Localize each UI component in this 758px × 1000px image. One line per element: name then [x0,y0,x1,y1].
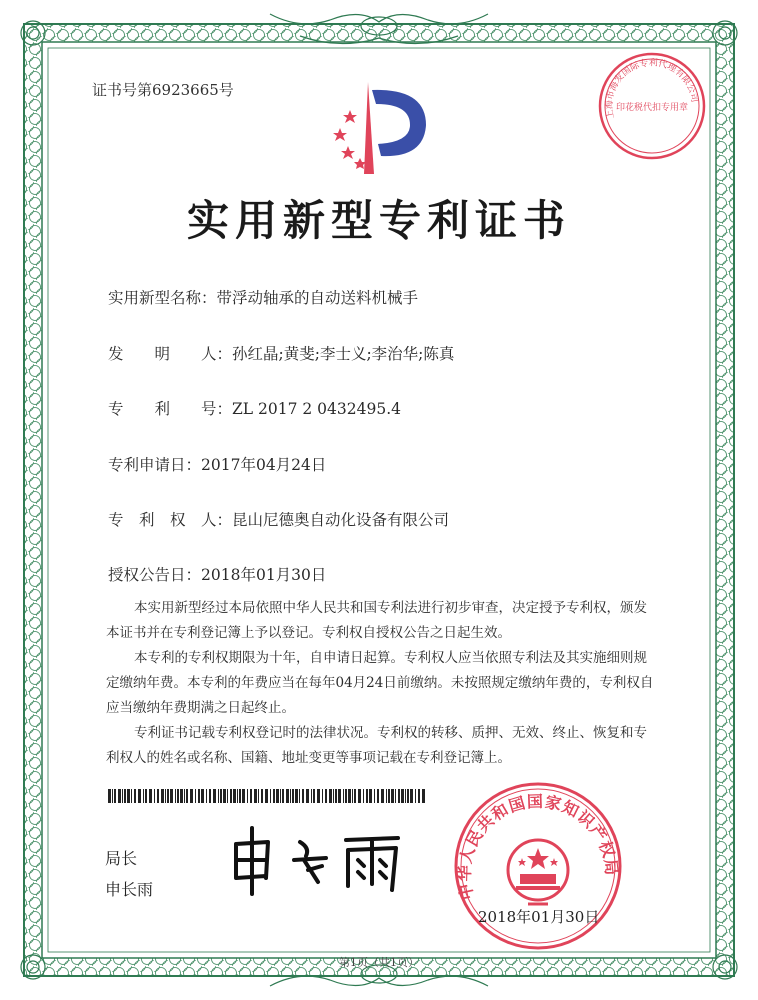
signature-name: 申长雨 [105,880,154,899]
barcode-bar [124,789,126,803]
field-value: 昆山尼德奥自动化设备有限公司 [232,511,450,529]
barcode-bar [322,789,323,803]
barcode-bar [273,789,275,803]
certificate-number: 证书号第6923665号 [92,81,234,99]
barcode-bar [184,789,185,803]
barcode-bar [165,789,166,803]
barcode-bar [329,789,332,803]
barcode-bar [358,789,361,803]
paragraph: 本实用新型经过本局依照中华人民共和国专利法进行初步审查，决定授予专利权，颁发本证书并在专利登记簿上予以登记。专利权自授权公告之日起生效。 [106,600,647,641]
agency-stamp-text: 上海市海发国际专利代理有限公司 [604,58,700,120]
agency-stamp [594,48,710,164]
barcode-bar [299,789,300,803]
barcode-bar [282,789,284,803]
barcode-bar [258,789,259,803]
barcode-bar [295,789,298,803]
barcode-bar [354,789,356,803]
barcode-bar [325,789,327,803]
handwritten-signature [222,820,422,900]
barcode-bar [154,789,155,803]
barcode-bar [317,789,320,803]
barcode-bar [167,789,169,803]
barcode-bar [335,789,337,803]
barcode-bar [338,789,341,803]
barcode-bar [177,789,179,803]
barcode-bar [374,789,375,803]
barcode-bar [127,789,130,803]
barcode-bar [418,789,420,803]
field-label: 发 明 人： [108,345,233,363]
barcode-bar [233,789,236,803]
barcode-bar [280,789,281,803]
barcode-bar [286,789,289,803]
barcode-bar [381,789,384,803]
seal-date: 2018年01月30日 [478,908,600,926]
barcode-bar [190,789,193,803]
field-utility-model-name [108,286,418,308]
field-grant-date [108,563,326,585]
barcode-bar [254,789,257,803]
barcode-bar [198,789,200,803]
barcode-bar [201,789,204,803]
barcode [108,789,428,803]
field-label: 专 利 权 人： [108,511,233,529]
barcode-bar [237,789,238,803]
barcode-bar [220,789,222,803]
field-patent-number [108,397,401,419]
signature-title: 局长 [105,849,138,868]
barcode-bar [270,789,271,803]
barcode-bar [398,789,400,803]
barcode-bar [242,789,245,803]
barcode-bar [369,789,372,803]
barcode-bar [343,789,344,803]
field-label: 实用新型名称： [108,289,217,307]
barcode-bar [157,789,159,803]
field-label: 专利申请日： [108,456,202,474]
barcode-bar [388,789,390,803]
barcode-bar [175,789,176,803]
barcode-bar [223,789,226,803]
patent-office-logo [326,70,446,180]
barcode-bar [206,789,207,803]
barcode-bar [333,789,334,803]
barcode-bar [311,789,312,803]
barcode-bar [292,789,294,803]
barcode-bar [306,789,309,803]
barcode-bar [276,789,279,803]
barcode-bar [239,789,241,803]
barcode-bar [377,789,379,803]
barcode-bar [265,789,268,803]
barcode-bar [386,789,387,803]
certificate-body [106,596,656,771]
barcode-bar [415,789,416,803]
paragraph: 本专利的专利权期限为十年，自申请日起算。专利权人应当依照专利法及其实施细则规定缴纳年费。本专利的年费应当在每年04月24日前缴纳。未按照规定缴纳年费的，专利权自应当缴纳年费期满之日起终止。 [106,650,654,716]
barcode-bar [290,789,291,803]
barcode-bar [366,789,368,803]
barcode-bar [250,789,252,803]
field-value: 带浮动轴承的自动送料机械手 [216,289,419,307]
field-value: 2018年01月30日 [201,566,327,584]
barcode-bar [209,789,211,803]
barcode-bar [218,789,219,803]
barcode-bar [363,789,364,803]
seal-text: 中华人民共和国国家知识产权局 [454,791,622,902]
barcode-bar [213,789,216,803]
barcode-bar [407,789,409,803]
barcode-bar [230,789,232,803]
field-value: 2017年04月24日 [201,456,327,474]
barcode-bar [302,789,304,803]
barcode-bar [138,789,141,803]
national-seal [450,778,626,954]
barcode-bar [108,789,111,803]
page-number: 第1页（共1页） [339,956,419,969]
field-label: 专 利 号： [108,400,233,418]
barcode-bar [118,789,121,803]
barcode-bar [180,789,183,803]
barcode-bar [395,789,396,803]
barcode-bar [405,789,406,803]
field-application-date [108,453,326,475]
barcode-bar [345,789,347,803]
barcode-bar [391,789,394,803]
agency-stamp-inner: 印花税代扣专用章 [615,103,689,113]
barcode-bar [161,789,164,803]
barcode-bar [261,789,263,803]
barcode-bar [149,789,152,803]
barcode-bar [186,789,188,803]
barcode-bar [114,789,116,803]
barcode-bar [134,789,136,803]
barcode-bar [227,789,228,803]
field-label: 授权公告日： [108,566,202,584]
barcode-bar [401,789,404,803]
barcode-bar [143,789,144,803]
barcode-bar [170,789,173,803]
barcode-bar [247,789,248,803]
barcode-bar [352,789,353,803]
paragraph: 专利证书记载专利权登记时的法律状况。专利权的转移、质押、无效、终止、恢复和专利权人的姓名或名称、国籍、地址变更等事项记载在专利登记簿上。 [106,725,647,766]
barcode-bar [422,789,425,803]
field-value: 孙红晶;黄斐;李士义;李治华;陈真 [232,345,455,363]
page-title: 实用新型专利证书 [186,196,571,245]
barcode-bar [410,789,413,803]
field-patentee [108,508,449,530]
barcode-bar [313,789,315,803]
barcode-bar [112,789,113,803]
barcode-bar [348,789,351,803]
barcode-bar [145,789,147,803]
barcode-bar [195,789,196,803]
barcode-bar [122,789,123,803]
barcode-bar [131,789,132,803]
field-inventors [108,342,454,364]
field-value: ZL 2017 2 0432495.4 [232,400,401,418]
